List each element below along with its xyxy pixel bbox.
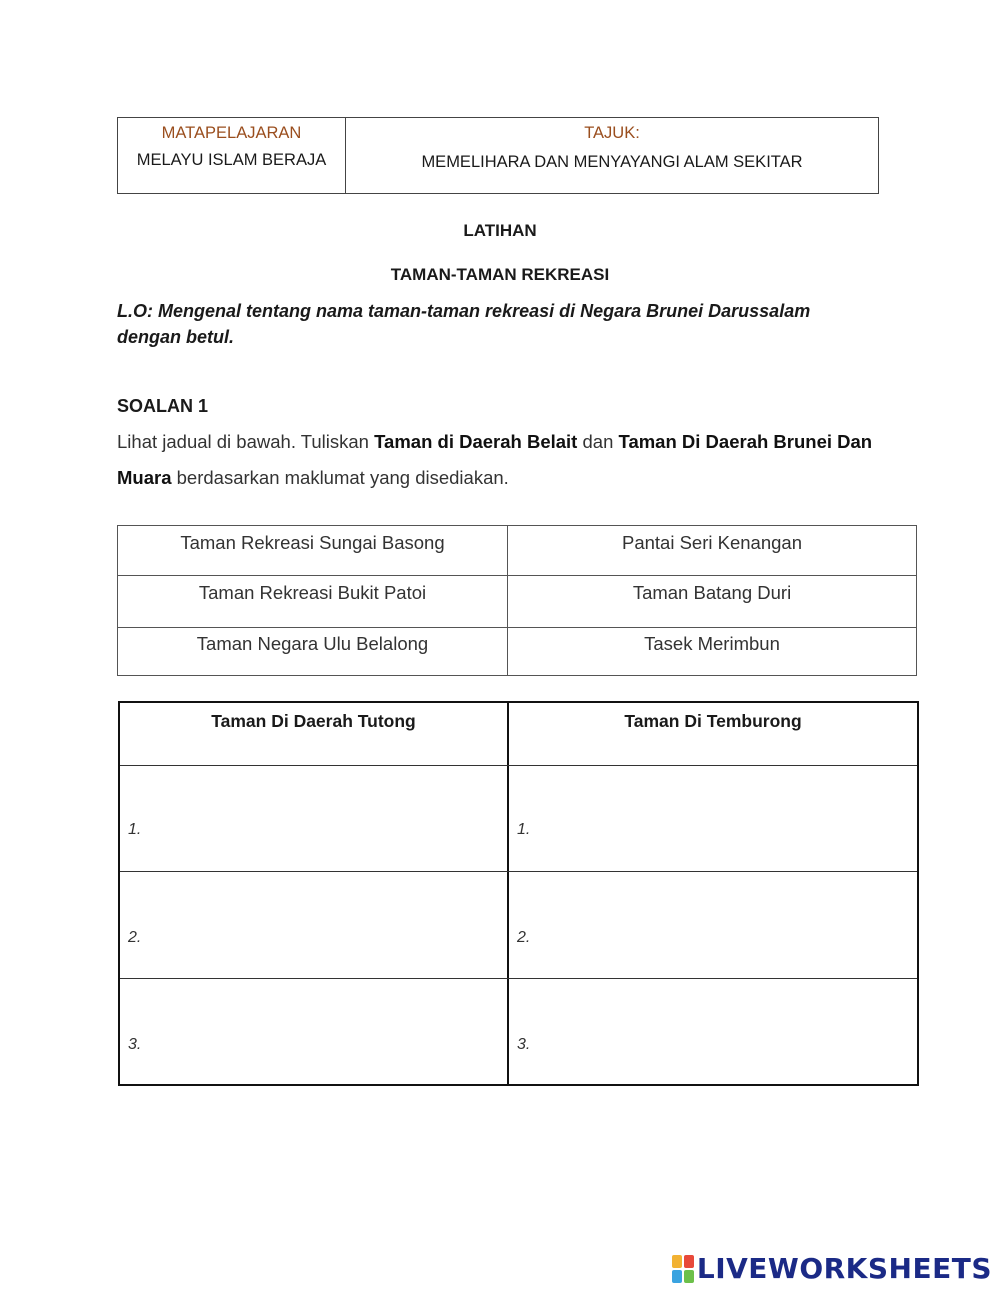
topic-value: MEMELIHARA DAN MENYAYANGI ALAM SEKITAR	[421, 153, 803, 171]
instruction-bold-2: Taman Di Daerah Brunei Dan Muara	[117, 431, 873, 488]
answer-number: 2.	[128, 929, 142, 946]
instruction-text-1: Lihat jadual di bawah. Tuliskan	[117, 431, 375, 452]
question-instruction	[117, 424, 877, 496]
table-divider	[507, 703, 509, 1084]
subject-label: MATAPELAJARAN	[161, 124, 302, 142]
table-row-divider	[118, 575, 916, 576]
column-header-temburong: Taman Di Temburong	[624, 711, 802, 731]
answer-table	[118, 701, 919, 1086]
answer-number: 1.	[517, 821, 531, 838]
answer-number: 1.	[128, 821, 142, 838]
table-cell: Pantai Seri Kenangan	[622, 532, 802, 553]
page-subtitle: TAMAN-TAMAN REKREASI	[390, 265, 610, 284]
table-row-divider	[120, 978, 917, 979]
brand-logo	[672, 1252, 992, 1285]
table-cell: Taman Rekreasi Sungai Basong	[180, 532, 445, 553]
table-row-divider	[120, 765, 917, 766]
topic-label: TAJUK:	[584, 124, 640, 142]
topic-cell	[346, 118, 878, 193]
table-row-divider	[118, 627, 916, 628]
page-title: LATIHAN	[463, 221, 537, 240]
instruction-text-2: dan	[577, 431, 619, 452]
brand-text: LIVEWORKSHEETS	[696, 1252, 992, 1285]
word-bank-table	[117, 525, 917, 676]
subject-cell	[118, 118, 345, 193]
table-cell: Taman Rekreasi Bukit Patoi	[198, 582, 427, 603]
table-row-divider	[120, 871, 917, 872]
instruction-bold-1: Taman di Daerah Belait	[374, 431, 578, 452]
question-label: SOALAN 1	[117, 396, 209, 416]
answer-number: 3.	[517, 1036, 531, 1053]
column-header-tutong: Taman Di Daerah Tutong	[211, 711, 416, 731]
header-table	[117, 117, 879, 194]
table-cell: Taman Negara Ulu Belalong	[196, 633, 429, 654]
instruction-text-3: berdasarkan maklumat yang disediakan.	[171, 467, 509, 488]
brand-icon	[672, 1255, 694, 1283]
table-cell: Taman Batang Duri	[632, 582, 792, 603]
learning-objective: L.O: Mengenal tentang nama taman-taman rekreasi di Negara Brunei Darussalam dengan betul.	[117, 301, 811, 347]
table-cell: Tasek Merimbun	[644, 633, 780, 654]
answer-number: 2.	[517, 929, 531, 946]
answer-number: 3.	[128, 1036, 142, 1053]
subject-value: MELAYU ISLAM BERAJA	[136, 151, 327, 169]
